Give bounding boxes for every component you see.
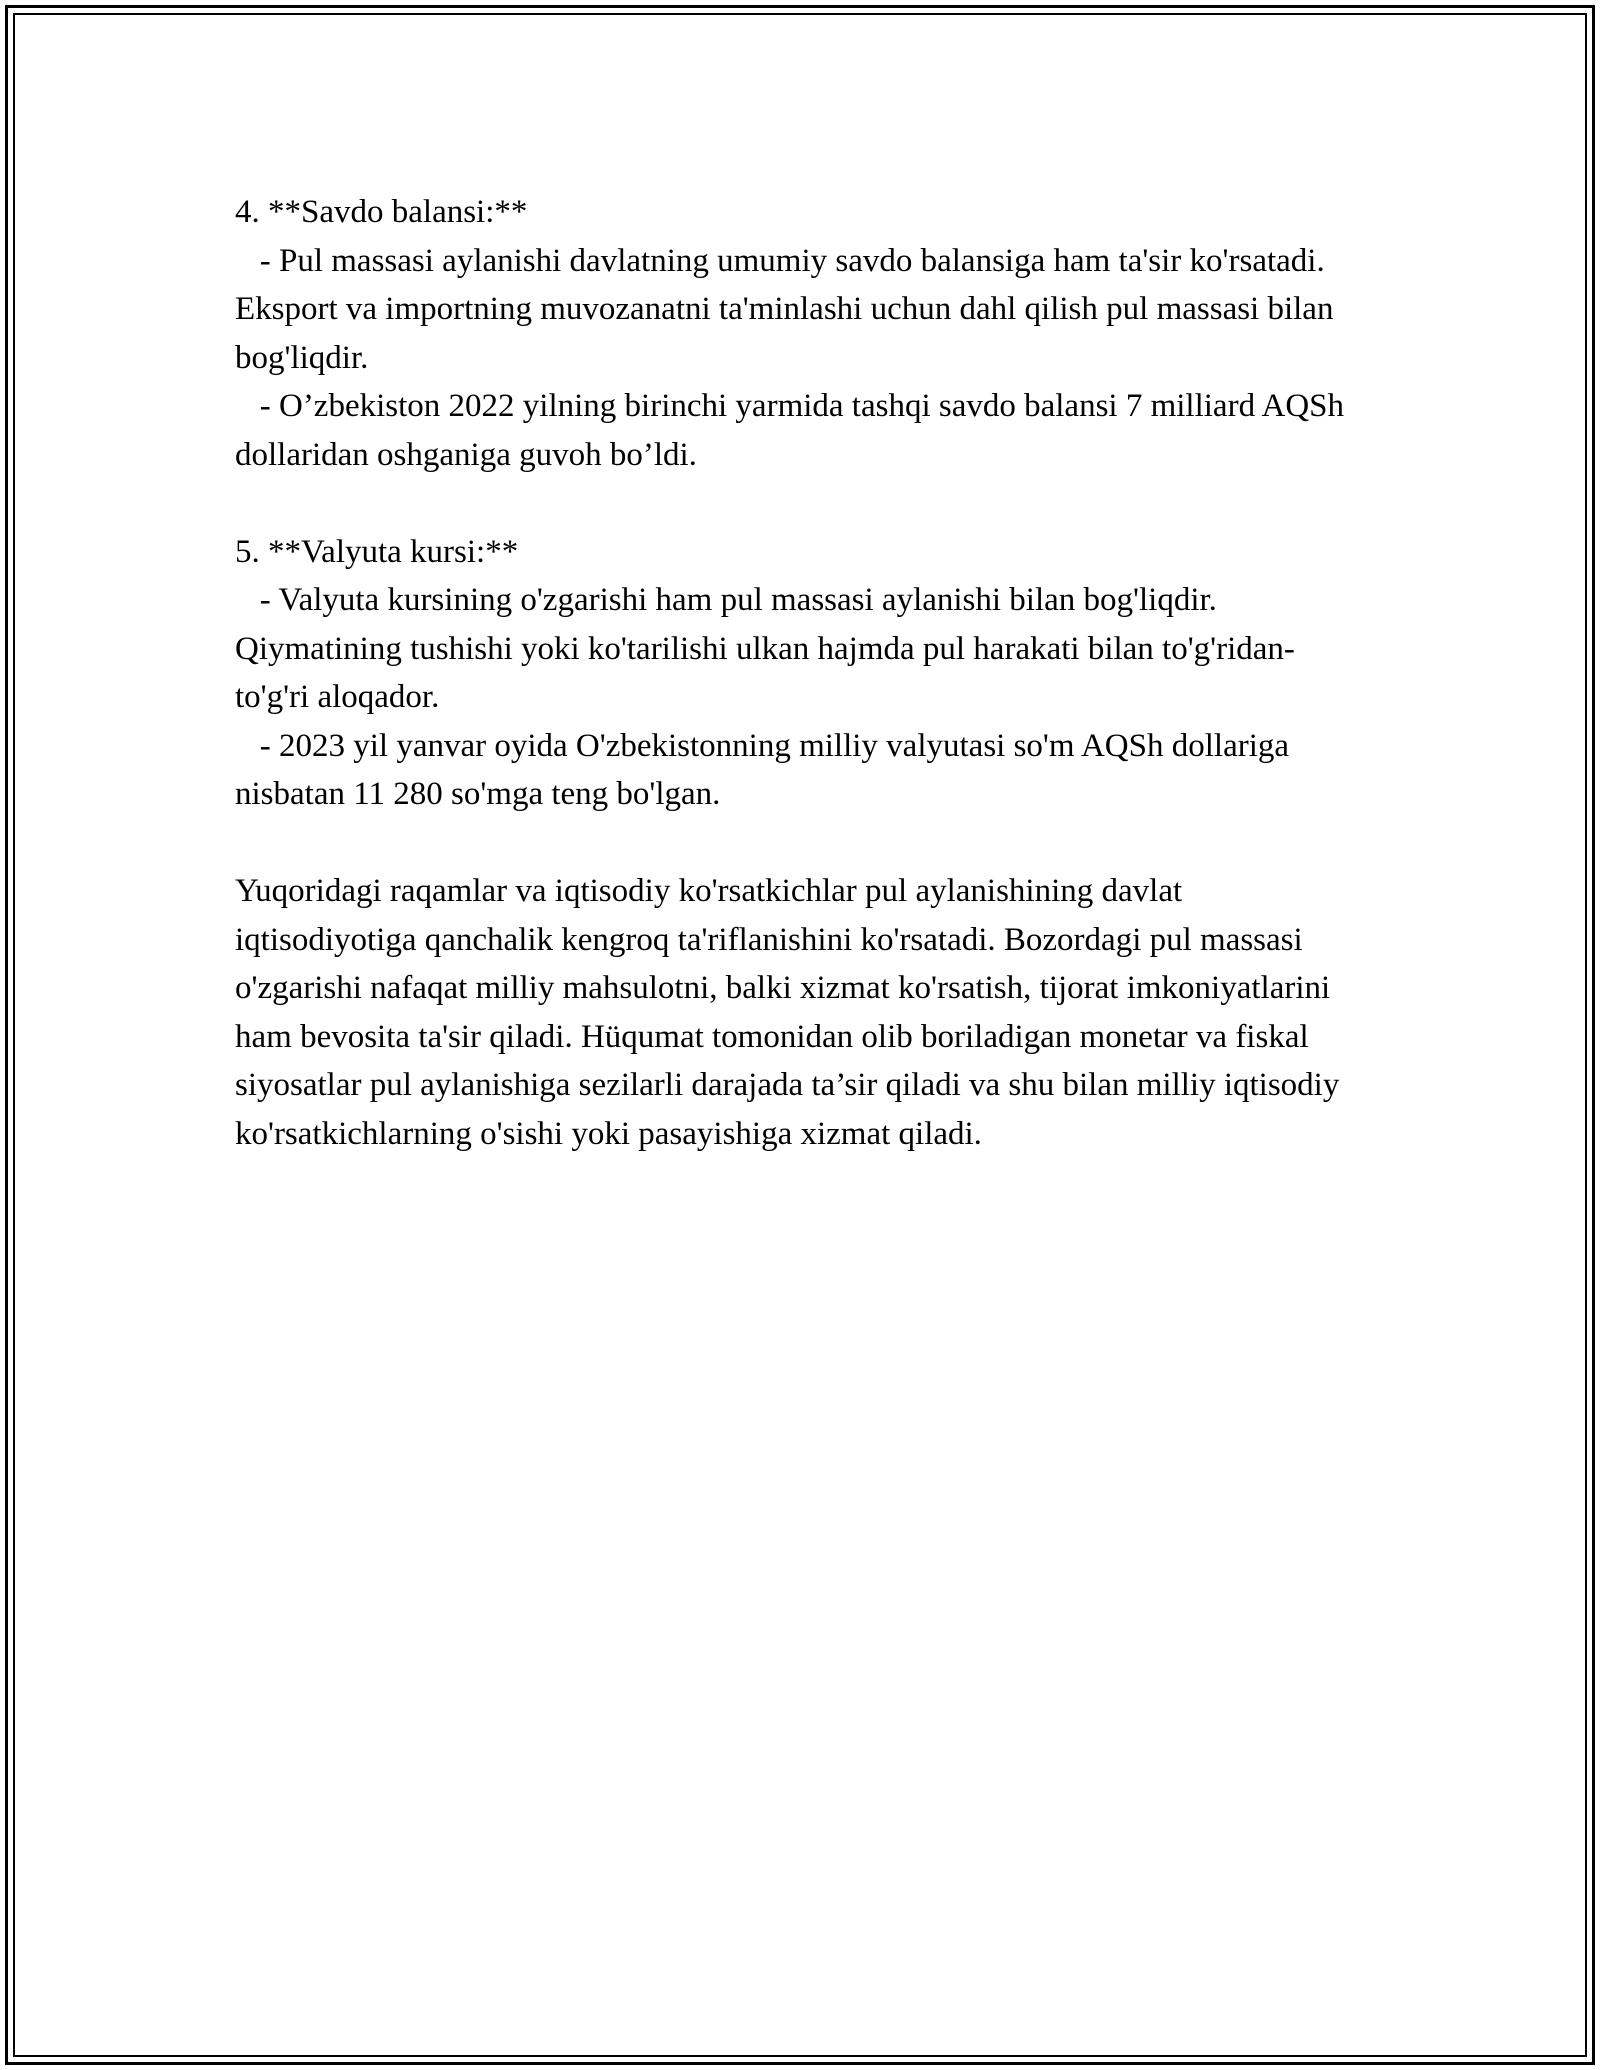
conclusion-paragraph: Yuqoridagi raqamlar va iqtisodiy ko'rsatkichlar pul aylanishining davlat iqtisodiyotiga qanchalik kengroq ta'riflanishini ko'rsatadi. Bozordagi pul massasi o'zgarishi nafaqat milliy mahsulotni, balki xizmat ko'rsatish, tijorat imkoniyatlarini ham bevosita ta'sir qiladi. Hüqumat tomonidan olib boriladigan monetar va fiskal siyosatlar pul aylanishiga sezilarli darajada ta’sir qiladi va shu bilan milliy iqtisodiy ko'rsatkichlarning o'sishi yoki pasayishiga xizmat qiladi.	[235, 873, 1348, 1152]
section-heading-savdo-balansi: 4. **Savdo balansi:**	[235, 194, 528, 230]
section-bullet: - Pul massasi aylanishi davlatning umumiy savdo balansiga ham ta'sir ko'rsatadi. Eksport va importning muvozanatni ta'minlashi uchun dahl qilish pul massasi bilan bog'liqdir.	[235, 242, 1342, 376]
section-bullet: - 2023 yil yanvar oyida O'zbekistonning milliy valyutasi so'm AQSh dollariga nisbatan 11 280 so'mga teng bo'lgan.	[235, 727, 1298, 812]
section-heading-valyuta-kursi: 5. **Valyuta kursi:**	[235, 533, 519, 570]
document-body	[235, 188, 1365, 1158]
paragraph-gap	[235, 819, 1365, 868]
paragraph-gap	[235, 479, 1365, 528]
section-bullet: - O’zbekiston 2022 yilning birinchi yarmida tashqi savdo balansi 7 milliard AQSh dollaridan oshganiga guvoh bo’ldi.	[235, 388, 1353, 473]
section-bullet: - Valyuta kursining o'zgarishi ham pul massasi aylanishi bilan bog'liqdir. Qiymatining tushishi yoki ko'tarilishi ulkan hajmda pul harakati bilan to'g'ridan-to'g'ri aloqador.	[235, 582, 1295, 715]
